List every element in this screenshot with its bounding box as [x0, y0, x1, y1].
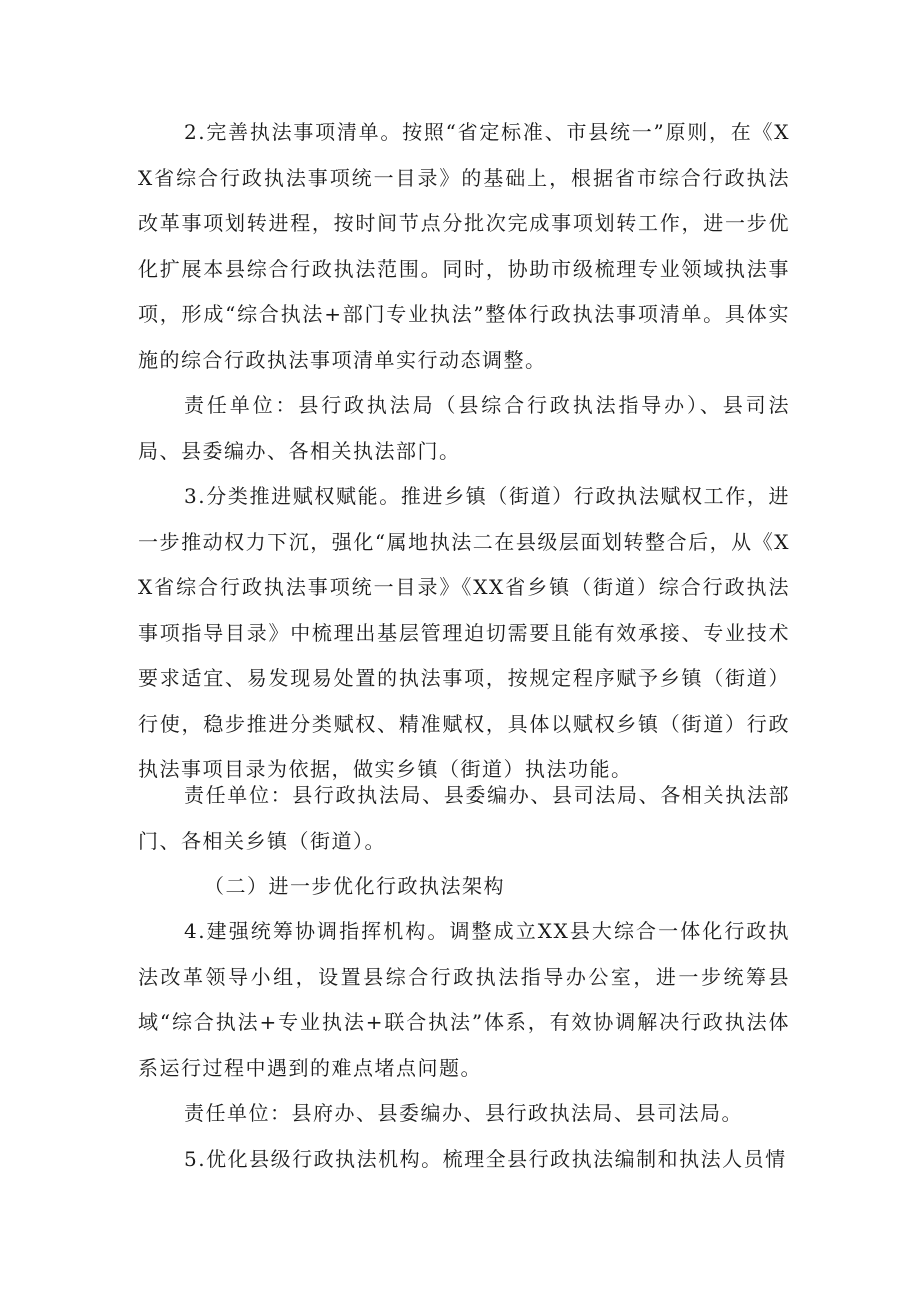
- item-3-responsibility: 责任单位：县行政执法局、县委编办、县司法局、各相关执法部门、各相关乡镇（街道）。: [138, 783, 790, 853]
- item-3-paragraph: 3.分类推进赋权赋能。推进乡镇（街道）行政执法赋权工作，进一步推动权力下沉，强化“属地执法二在县级层面划转整合后，从《XX省综合行政执法事项统一目录》《XX省乡镇（街道）综合行政执法事项指导目录》中梳理出基层管理迫切需要且能有效承接、专业技术要求适宜、易发现易处置的执法事项，按规定程序赋予乡镇（街道）行使，稳步推进分类赋权、精准赋权，具体以赋权乡镇（街道）行政执法事项目录为依据，做实乡镇（街道）执法功能。: [138, 484, 790, 781]
- item-4-responsibility: 责任单位：县府办、县委编办、县行政执法局、县司法局。: [184, 1101, 743, 1125]
- item-4-paragraph: 4.建强统筹协调指挥机构。调整成立XX县大综合一体化行政执法改革领导小组，设置县综合行政执法指导办公室，进一步统筹县域“综合执法+专业执法+联合执法”体系，有效协调解决行政执法体系运行过程中遇到的难点堵点问题。: [138, 919, 790, 1080]
- item-2-responsibility: 责任单位：县行政执法局（县综合行政执法指导办）、县司法局、县委编办、各相关执法部门。: [138, 393, 790, 463]
- section-heading: （二）进一步优化行政执法架构: [204, 874, 505, 898]
- item-2-paragraph: 2.完善执法事项清单。按照“省定标准、市县统一”原则，在《XX省综合行政执法事项统一目录》的基础上，根据省市综合行政执法改革事项划转进程，按时间节点分批次完成事项划转工作，进一步优化扩展本县综合行政执法范围。同时，协助市级梳理专业领域执法事项，形成“综合执法+部门专业执法”整体行政执法事项清单。具体实施的综合行政执法事项清单实行动态调整。: [138, 120, 790, 372]
- item-5-paragraph: 5.优化县级行政执法机构。梳理全县行政执法编制和执法人员情: [184, 1147, 787, 1171]
